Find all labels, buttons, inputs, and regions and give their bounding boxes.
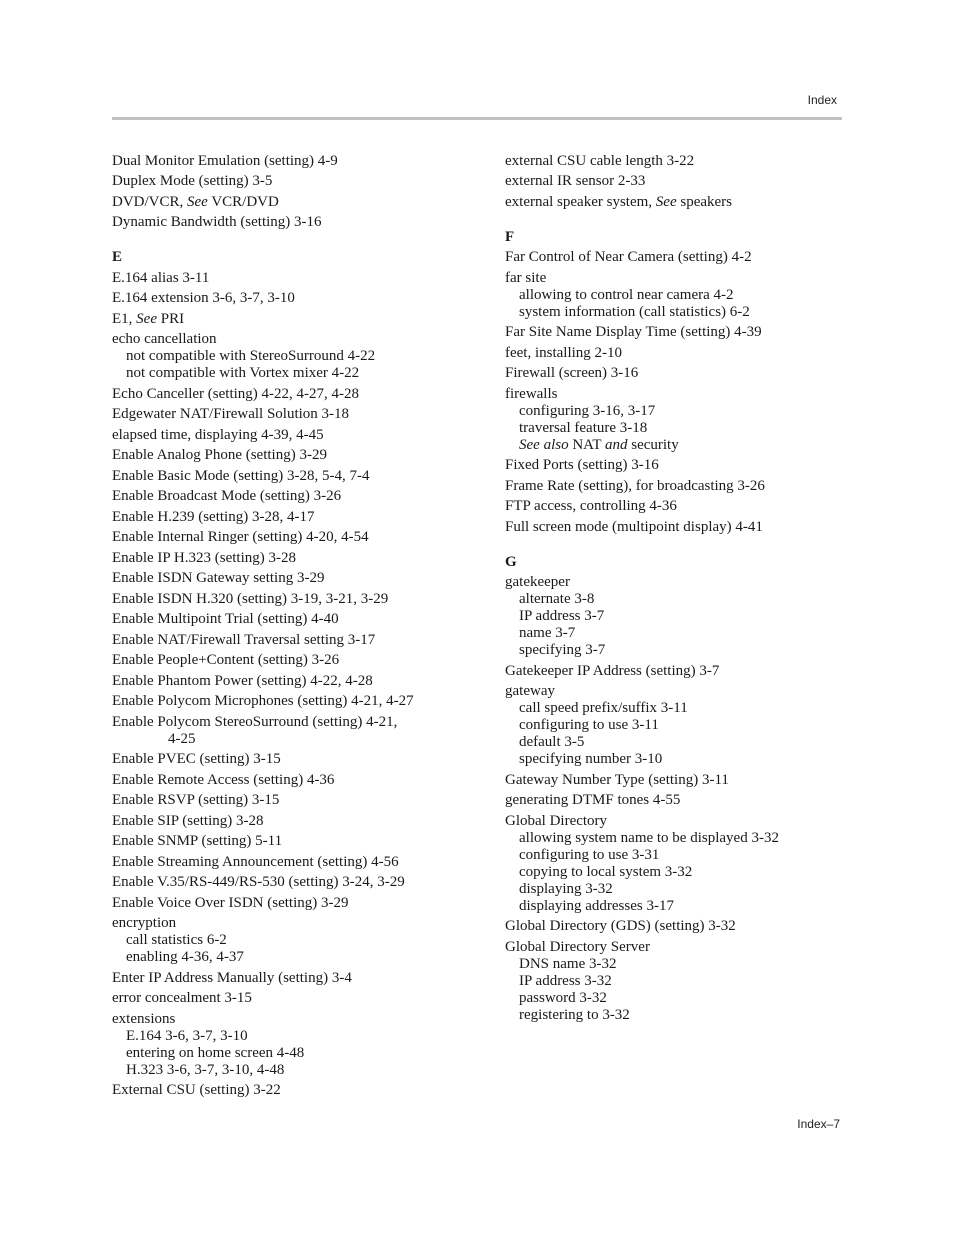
index-entry (505, 454, 850, 475)
index-entry (112, 912, 482, 967)
index-term: External CSU (setting) 3-22 (112, 1082, 281, 1098)
index-entry (505, 341, 850, 362)
index-column-left (112, 149, 482, 1099)
index-entry (112, 966, 482, 987)
index-term: Enable Phantom Power (setting) 4-22, 4-28 (112, 672, 373, 689)
index-entry (505, 659, 850, 680)
index-term: Dual Monitor Emulation (setting) 4-9 (112, 152, 338, 169)
term-part: E1, (112, 310, 137, 327)
index-entry (112, 1007, 482, 1079)
index-subentry: call speed prefix/suffix 3-11 (519, 700, 688, 716)
index-entry (112, 587, 482, 608)
index-term: Enable Streaming Announcement (setting) 4-56 (112, 853, 399, 870)
section-letter: E (112, 249, 123, 265)
index-term (112, 311, 482, 328)
index-subentry: password 3-32 (519, 989, 607, 1006)
index-subentry: H.323 3-6, 3-7, 3-10, 4-48 (126, 1061, 285, 1078)
term-part: PRI (157, 310, 185, 327)
index-term: Enable Polycom Microphones (setting) 4-21, 4-27 (112, 693, 414, 709)
index-subentry: specifying number 3-10 (519, 751, 663, 767)
index-term: Dynamic Bandwidth (setting) 3-16 (112, 214, 322, 230)
index-term: echo cancellation (112, 331, 217, 347)
index-entry (505, 515, 850, 536)
index-entry (505, 809, 850, 915)
index-entry (112, 789, 482, 810)
index-subentry: registering to 3-32 (519, 1006, 630, 1023)
index-term: Enable ISDN Gateway setting 3-29 (112, 570, 325, 586)
index-term: Enable IP H.323 (setting) 3-28 (112, 549, 296, 566)
section-letter: G (505, 553, 517, 570)
term-part: VCR/DVD (207, 193, 279, 210)
index-entry (505, 321, 850, 342)
index-entry (112, 546, 482, 567)
index-entry (112, 423, 482, 444)
index-entry (112, 649, 482, 670)
see-reference: See (655, 193, 677, 210)
index-subentry: specifying 3-7 (519, 642, 606, 658)
index-term (505, 194, 850, 211)
index-term: E.164 extension 3-6, 3-7, 3-10 (112, 290, 295, 306)
index-term: Enable Basic Mode (setting) 3-28, 5-4, 7-4 (112, 467, 370, 484)
index-entry (112, 307, 482, 328)
index-term: Frame Rate (setting), for broadcasting 3-26 (505, 477, 765, 494)
index-subentry: traversal feature 3-18 (519, 419, 648, 436)
page-number: Index–7 (797, 1117, 840, 1131)
term-part: NAT (568, 436, 605, 453)
index-entry (112, 287, 482, 308)
index-term: Enable NAT/Firewall Traversal setting 3-17 (112, 631, 376, 648)
index-subentry: not compatible with StereoSurround 4-22 (126, 348, 376, 364)
index-term: Enable People+Content (setting) 3-26 (112, 652, 340, 668)
index-entry (112, 628, 482, 649)
index-term: Enable SIP (setting) 3-28 (112, 812, 264, 829)
index-term: Enable V.35/RS-449/RS-530 (setting) 3-24, 3-29 (112, 874, 405, 890)
index-entry (505, 571, 850, 660)
index-term: Enable Internal Ringer (setting) 4-20, 4-54 (112, 529, 369, 545)
index-entry (112, 748, 482, 769)
index-term-continuation: 4-25 (168, 730, 196, 747)
index-subentry: system information (call statistics) 6-2 (519, 303, 750, 320)
index-entry (112, 1079, 482, 1100)
index-term: Enable ISDN H.320 (setting) 3-19, 3-21, 3-29 (112, 590, 389, 607)
index-entry (112, 768, 482, 789)
index-term: firewalls (505, 385, 558, 402)
index-entry (505, 190, 850, 211)
index-entry (112, 830, 482, 851)
index-term: FTP access, controlling 4-36 (505, 498, 677, 514)
index-subentry: default 3-5 (519, 734, 585, 750)
see-reference: See (136, 310, 157, 327)
index-entry (112, 382, 482, 403)
index-term: Enable PVEC (setting) 3-15 (112, 751, 281, 767)
section-letter: F (505, 228, 515, 245)
index-entry (112, 891, 482, 912)
index-entry (505, 382, 850, 454)
index-term (112, 194, 482, 211)
index-entry (112, 485, 482, 506)
index-subentry: IP address 3-32 (519, 972, 612, 989)
term-part: DVD/VCR, (112, 193, 188, 210)
index-entry (112, 464, 482, 485)
index-subentry: displaying addresses 3-17 (519, 897, 674, 914)
index-term: generating DTMF tones 4-55 (505, 792, 681, 808)
index-term: error concealment 3-15 (112, 990, 252, 1006)
index-subentry: copying to local system 3-32 (519, 863, 693, 880)
index-term: Enable Remote Access (setting) 4-36 (112, 771, 335, 788)
index-term: Firewall (screen) 3-16 (505, 365, 639, 381)
index-term: Fixed Ports (setting) 3-16 (505, 457, 659, 473)
index-entry (112, 170, 482, 191)
index-subentry-see-also (505, 437, 850, 454)
index-entry (505, 149, 850, 170)
index-subentry: configuring to use 3-31 (519, 846, 660, 863)
index-term: Far Site Name Display Time (setting) 4-39 (505, 324, 762, 340)
index-entry (505, 266, 850, 321)
index-entry (505, 915, 850, 936)
index-term: Enable RSVP (setting) 3-15 (112, 792, 280, 808)
index-entry (505, 246, 850, 267)
index-subentry: name 3-7 (519, 625, 576, 641)
index-entry (112, 987, 482, 1008)
index-entry (505, 935, 850, 1024)
index-subentry: alternate 3-8 (519, 591, 595, 607)
index-entry (505, 362, 850, 383)
index-term: Global Directory Server (505, 938, 650, 955)
index-subentry: enabling 4-36, 4-37 (126, 949, 244, 965)
index-term: Gateway Number Type (setting) 3-11 (505, 771, 729, 788)
index-term: Enter IP Address Manually (setting) 3-4 (112, 969, 352, 986)
index-entry (112, 526, 482, 547)
header-rule (112, 117, 842, 120)
index-term: Enable Broadcast Mode (setting) 3-26 (112, 488, 342, 504)
index-column-right (505, 149, 850, 1024)
index-entry (112, 850, 482, 871)
index-term: Enable Voice Over ISDN (setting) 3-29 (112, 894, 349, 911)
term-part: security (627, 436, 679, 453)
index-term: far site (505, 269, 547, 286)
index-entry (112, 328, 482, 383)
index-term: Edgewater NAT/Firewall Solution 3-18 (112, 406, 350, 422)
index-term: Full screen mode (multipoint display) 4-41 (505, 518, 763, 535)
index-subentry: DNS name 3-32 (519, 955, 617, 972)
index-subentry: IP address 3-7 (519, 608, 605, 624)
index-term: elapsed time, displaying 4-39, 4-45 (112, 426, 324, 443)
index-entry (112, 444, 482, 465)
index-term: Enable Multipoint Trial (setting) 4-40 (112, 611, 339, 627)
index-term: Enable H.239 (setting) 3-28, 4-17 (112, 508, 315, 525)
index-subentry: configuring to use 3-11 (519, 717, 659, 733)
term-part: external speaker system, (505, 193, 656, 210)
index-term: Far Control of Near Camera (setting) 4-2 (505, 249, 752, 265)
index-subentry: allowing to control near camera 4-2 (519, 286, 734, 303)
index-term: Global Directory (GDS) (setting) 3-32 (505, 918, 736, 934)
index-subentry: displaying 3-32 (519, 880, 613, 897)
see-also-reference: and (604, 436, 628, 453)
index-entry (505, 789, 850, 810)
index-entry (112, 149, 482, 170)
index-term: Enable Polycom StereoSurround (setting) 4-21, (112, 713, 398, 730)
index-entry (112, 403, 482, 424)
index-entry (112, 710, 482, 748)
see-also-reference: See also (519, 436, 569, 453)
index-entry (112, 690, 482, 711)
index-entry (505, 768, 850, 789)
index-entry (112, 567, 482, 588)
index-term: extensions (112, 1010, 176, 1027)
index-term: Enable SNMP (setting) 5-11 (112, 833, 283, 849)
index-term: Echo Canceller (setting) 4-22, 4-27, 4-28 (112, 385, 360, 402)
index-entry (112, 608, 482, 629)
index-term: gatekeeper (505, 574, 570, 590)
index-subentry: E.164 3-6, 3-7, 3-10 (126, 1027, 248, 1044)
index-entry (505, 680, 850, 769)
index-entry (112, 190, 482, 211)
index-term: Global Directory (505, 812, 608, 829)
index-entry (112, 809, 482, 830)
index-term: feet, installing 2-10 (505, 344, 623, 361)
index-entry (505, 474, 850, 495)
index-term: encryption (112, 915, 177, 931)
index-term: gateway (505, 683, 555, 699)
index-entry (112, 669, 482, 690)
index-term: Gatekeeper IP Address (setting) 3-7 (505, 662, 720, 679)
index-entry (112, 266, 482, 287)
index-entry (112, 211, 482, 232)
see-reference: See (187, 193, 208, 210)
index-term: Duplex Mode (setting) 3-5 (112, 173, 273, 189)
index-entry (112, 505, 482, 526)
index-subentry: allowing system name to be displayed 3-32 (519, 829, 779, 846)
index-term: external IR sensor 2-33 (505, 173, 646, 189)
index-term: E.164 alias 3-11 (112, 269, 210, 286)
index-term: external CSU cable length 3-22 (505, 152, 695, 169)
index-entry (112, 871, 482, 892)
index-entry (505, 495, 850, 516)
running-header: Index (807, 93, 837, 107)
index-term: Enable Analog Phone (setting) 3-29 (112, 447, 327, 463)
index-subentry: entering on home screen 4-48 (126, 1044, 305, 1061)
term-part: speakers (676, 193, 733, 210)
index-subentry: configuring 3-16, 3-17 (519, 402, 656, 419)
index-subentry: not compatible with Vortex mixer 4-22 (126, 365, 360, 381)
index-entry (505, 170, 850, 191)
index-subentry: call statistics 6-2 (126, 932, 227, 948)
